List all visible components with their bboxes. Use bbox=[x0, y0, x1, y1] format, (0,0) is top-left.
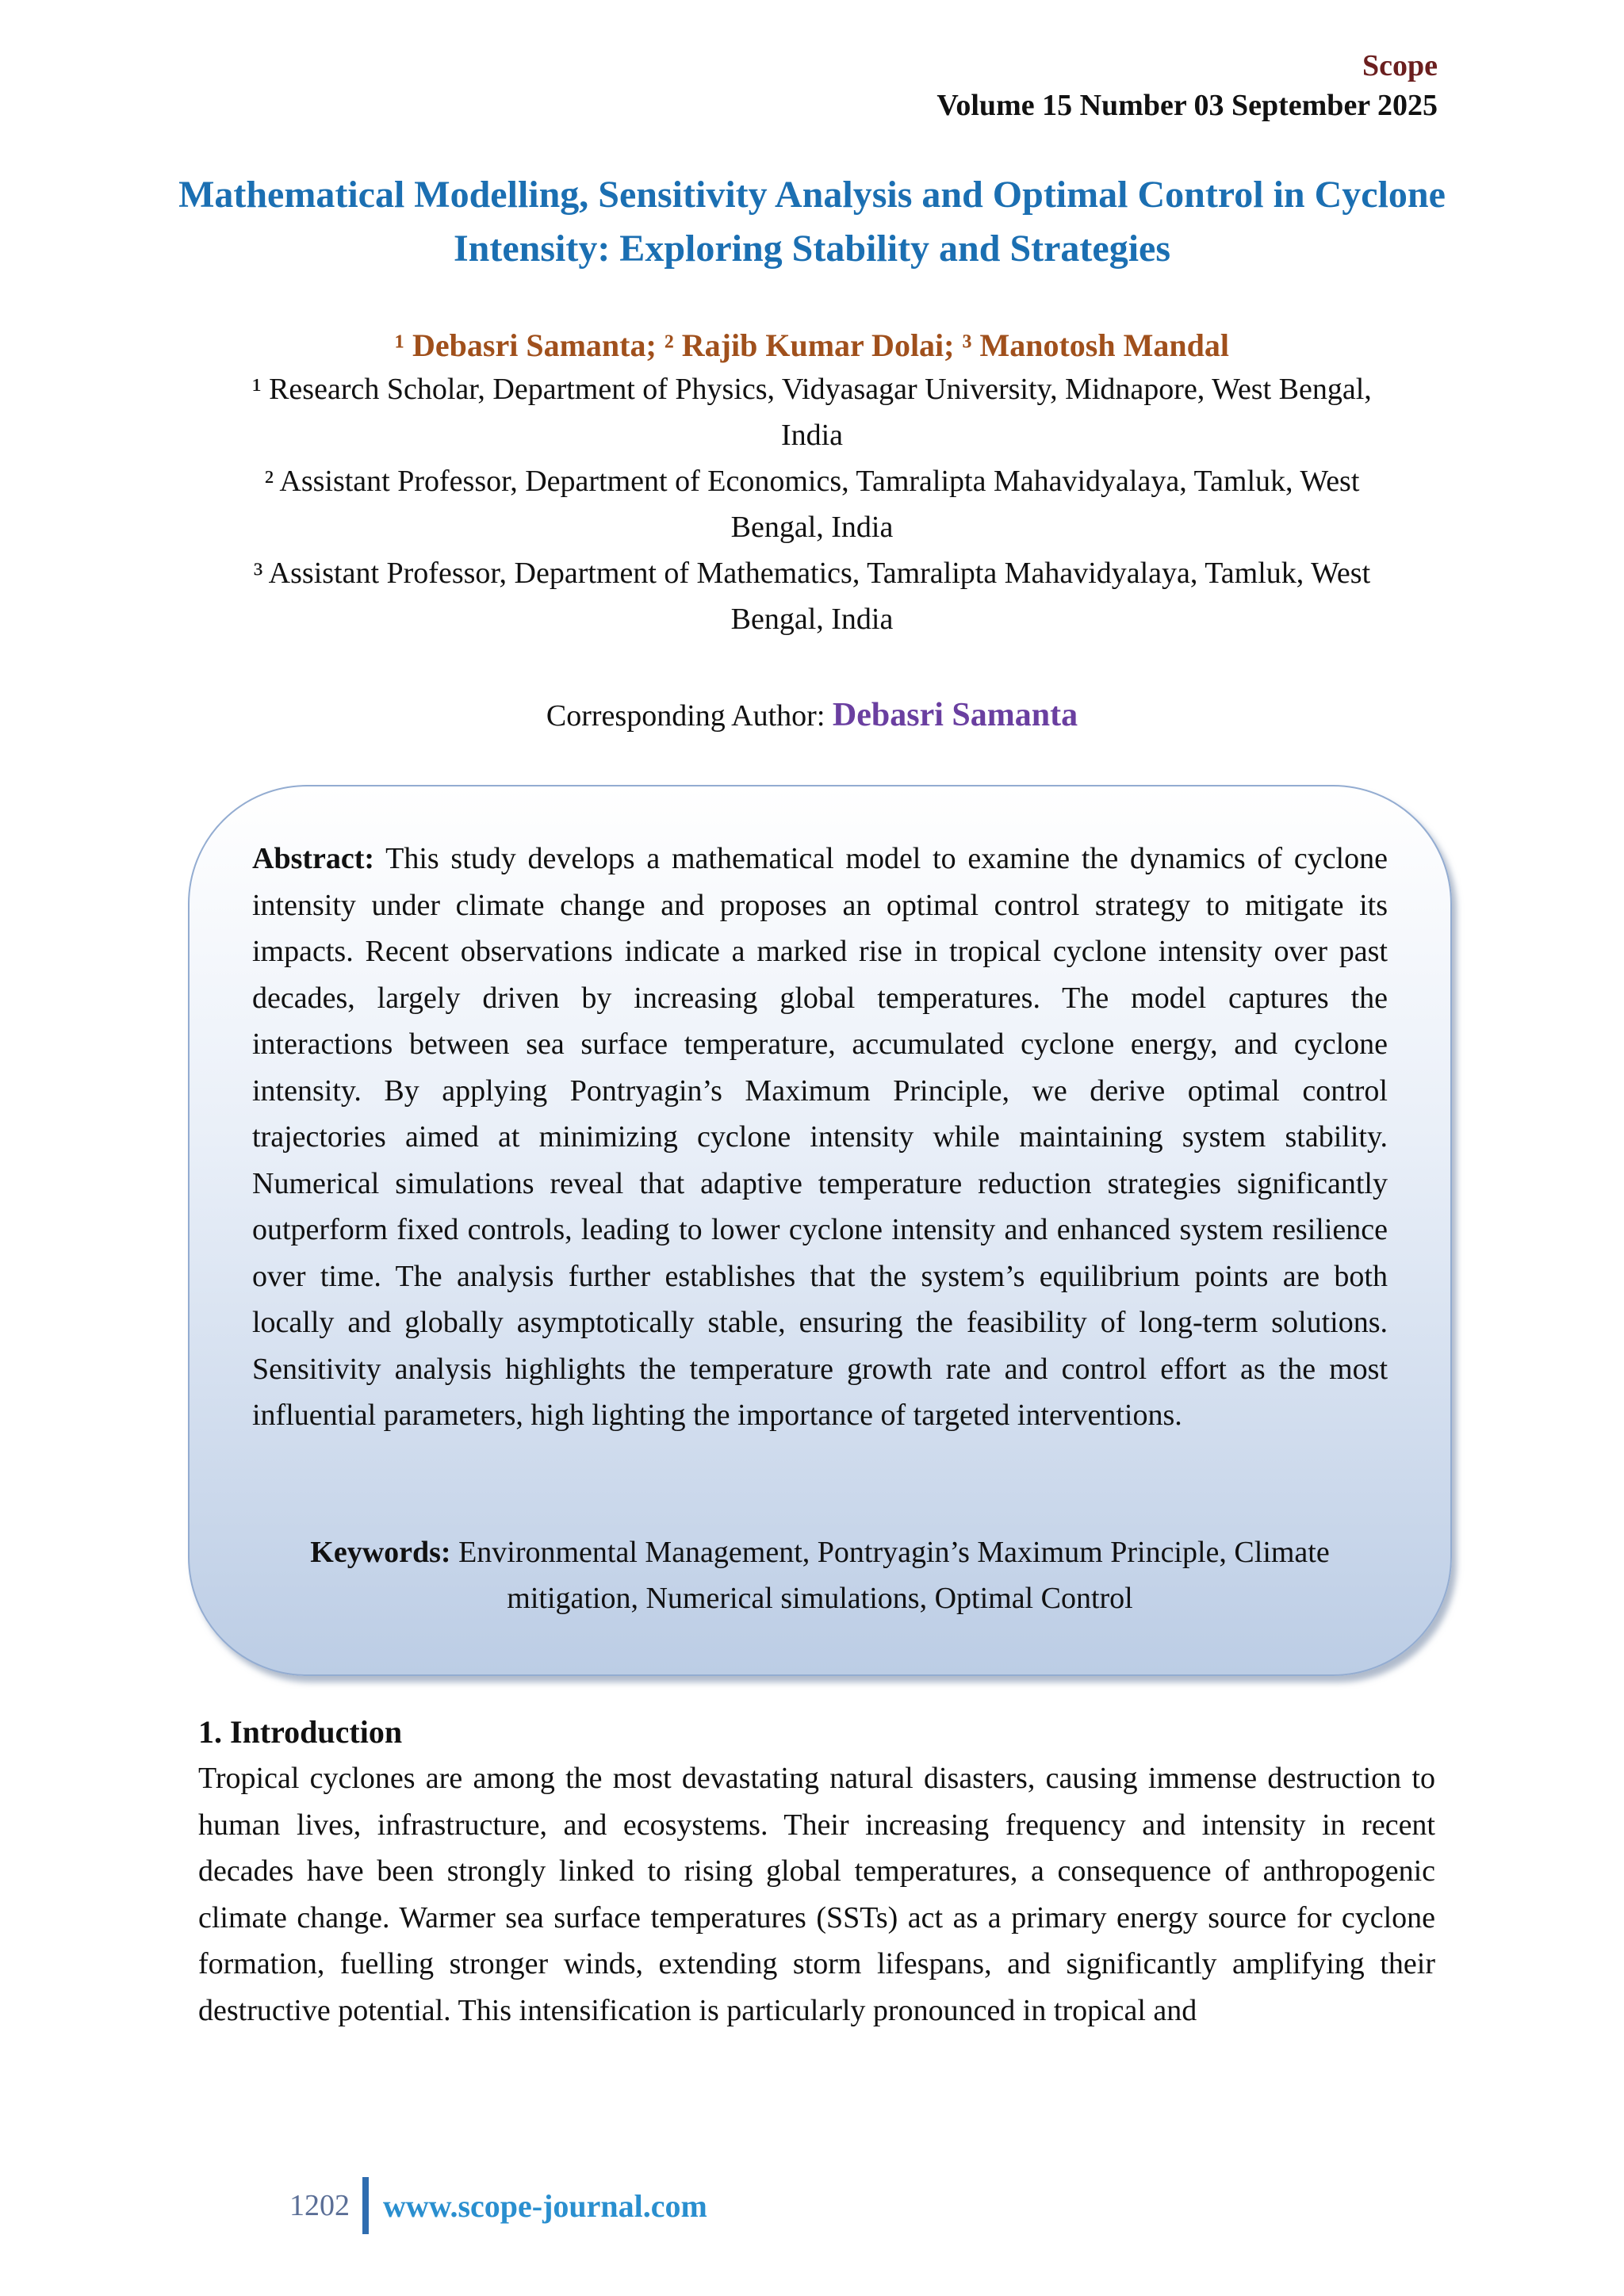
author-list: ¹ Debasri Samanta; ² Rajib Kumar Dolai; ³ Manotosh Mandal bbox=[395, 327, 1229, 363]
keywords-text: Environmental Management, Pontryagin’s Maximum Principle, Climate mitigation, Numerical simulations, Optimal Control bbox=[458, 1536, 1330, 1615]
corresponding-author bbox=[119, 691, 1505, 740]
page-number: 1202 bbox=[289, 2189, 350, 2222]
keywords-label: Keywords: bbox=[310, 1536, 451, 1569]
affiliation-3: ³ Assistant Professor, Department of Mathematics, Tamralipta Mahavidyalaya, Tamluk, West Bengal, India bbox=[253, 557, 1371, 636]
page-footer bbox=[289, 2176, 707, 2235]
affiliation-1: ¹ Research Scholar, Department of Physics, Vidyasagar University, Midnapore, West Bengal, India bbox=[252, 373, 1372, 452]
corresponding-name: Debasri Samanta bbox=[832, 697, 1078, 733]
abstract-body: This study develops a mathematical model to examine the dynamics of cyclone intensity under climate change and proposes an optimal control strategy to mitigate its impacts. Recent observations indicate a marked rise in tropical cyclone intensity over past decades, largely driven by increasing global temperatures. The model captures the interactions between sea surface temperature, accumulated cyclone energy, and cyclone intensity. By applying Pontryagin’s Maximum Principle, we derive optimal control trajectories aimed at minimizing cyclone intensity while maintaining system stability. Numerical simulations reveal that adaptive temperature reduction strategies significantly outperform fixed controls, leading to lower cyclone intensity and enhanced system resilience over time. The analysis further establishes that the system’s equilibrium points are both locally and globally asymptotically stable, ensuring the feasibility of long-term solutions. Sensitivity analysis highlights the temperature growth rate and control effort as the most influential parameters, high lighting the importance of targeted interventions. bbox=[252, 842, 1388, 1432]
footer-divider bbox=[362, 2177, 369, 2234]
abstract bbox=[252, 836, 1388, 1439]
section-heading-introduction: 1. Introduction bbox=[198, 1714, 403, 1750]
journal-website-link[interactable]: www.scope-journal.com bbox=[383, 2187, 707, 2224]
paper-title: Mathematical Modelling, Sensitivity Analysis and Optimal Control in Cyclone Intensity: Exploring Stability and Strategies bbox=[178, 174, 1446, 270]
issue-info: Volume 15 Number 03 September 2025 bbox=[936, 89, 1438, 122]
corresponding-label: Corresponding Author: bbox=[546, 699, 825, 733]
keywords bbox=[252, 1529, 1388, 1621]
affiliation-2: ² Assistant Professor, Department of Economics, Tamralipta Mahavidyalaya, Tamluk, West Bengal, India bbox=[264, 465, 1360, 544]
introduction-paragraph: Tropical cyclones are among the most devastating natural disasters, causing immense destruction to human lives, infrastructure, and ecosystems. Their increasing frequency and intensity in recent decades have been strongly linked to rising global temperatures, a consequence of anthropogenic climate change. Warmer sea surface temperatures (SSTs) act as a primary energy source for cyclone formation, fuelling stronger winds, extending storm lifespans, and significantly amplifying their destructive potential. This intensification is particularly pronounced in tropical and bbox=[198, 1762, 1435, 2027]
journal-name: Scope bbox=[1362, 49, 1438, 82]
abstract-label: Abstract: bbox=[252, 842, 375, 875]
affiliations bbox=[238, 366, 1386, 642]
journal-header bbox=[936, 46, 1438, 125]
